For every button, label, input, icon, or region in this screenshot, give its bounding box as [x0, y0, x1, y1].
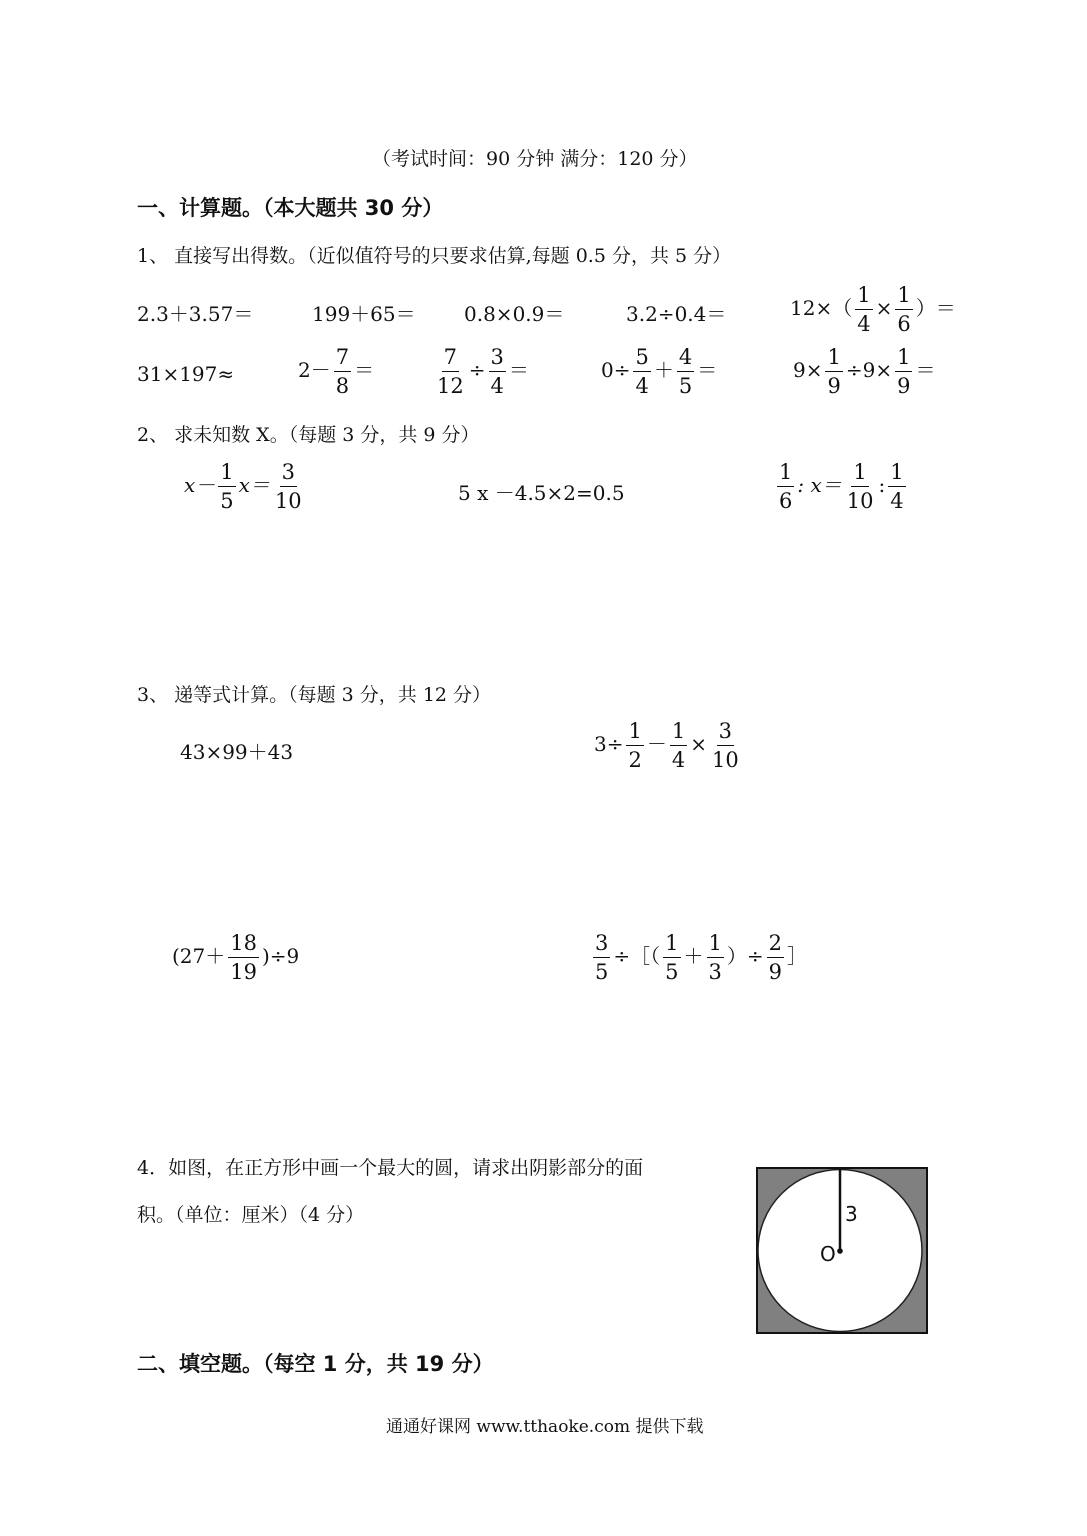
q1-expr-5: 12×（ $\frac{1}{4}$ × $\frac{1}{6}$ ）＝ [790, 283, 956, 337]
fraction: $\frac{4}{5}$ [678, 345, 693, 399]
center-label: O [820, 1242, 836, 1266]
q1-expr-7: 2－ $\frac{7}{8}$ ＝ [298, 345, 375, 399]
q1-expr-8: $\frac{7}{12}$ ÷ $\frac{3}{4}$ ＝ [437, 345, 529, 399]
q1-expr-3: 0.8×0.9＝ [464, 302, 565, 326]
q3-title: 3、 递等式计算。（每题 3 分，共 12 分） [137, 684, 492, 706]
radius-label: 3 [845, 1202, 858, 1226]
fraction: $\frac{1}{4}$ [857, 283, 871, 337]
fraction: $\frac{1}{3}$ [708, 931, 722, 985]
exam-info: （考试时间：90 分钟 满分：120 分） [372, 148, 698, 170]
q2-equation-1: x－ $\frac{1}{5}$ x＝ $\frac{3}{10}$ [184, 460, 302, 514]
fraction: $\frac{3}{4}$ [490, 345, 504, 399]
footer-text: 通通好课网 www.tthaoke.com 提供下载 [386, 1417, 704, 1437]
fraction: $\frac{7}{8}$ [335, 345, 350, 399]
q3-calc-3: (27＋ $\frac{18}{19}$ )÷9 [172, 931, 300, 985]
fraction: $\frac{5}{4}$ [635, 345, 649, 399]
q4-text-line1: 4．如图，在正方形中画一个最大的圆，请求出阴影部分的面 [137, 1157, 644, 1179]
q1-expr-6: 31×197≈ [137, 362, 235, 386]
fraction: $\frac{1}{9}$ [827, 345, 841, 399]
q1-expr-1: 2.3＋3.57＝ [137, 302, 254, 326]
fraction: $\frac{1}{5}$ [220, 460, 234, 514]
q1-title: 1、 直接写出得数。（近似值符号的只要求估算,每题 0.5 分，共 5 分） [137, 245, 732, 267]
q3-calc-2: 3÷ $\frac{1}{2}$ － $\frac{1}{4}$ × $\frac{3}{10}$ [594, 719, 739, 773]
square-circle-figure [756, 1167, 928, 1334]
fraction: $\frac{1}{6}$ [779, 460, 793, 514]
q4-text-line2: 积。（单位：厘米）（4 分） [137, 1204, 365, 1226]
section2-title: 二、填空题。（每空 1 分，共 19 分） [137, 1352, 494, 1376]
fraction: $\frac{1}{4}$ [890, 460, 904, 514]
q1-expr-4: 3.2÷0.4＝ [626, 302, 727, 326]
fraction: $\frac{1}{5}$ [665, 931, 679, 985]
q3-calc-4: $\frac{3}{5}$ ÷［（ $\frac{1}{5}$ ＋ $\frac{1}{3}$ ）÷ $\frac{2}{9}$ ］ [595, 931, 808, 985]
fraction: $\frac{3}{10}$ [274, 460, 302, 514]
center-point [837, 1248, 843, 1254]
fraction: $\frac{3}{5}$ [595, 931, 609, 985]
q1-expr-2: 199＋65＝ [312, 302, 416, 326]
fraction: $\frac{3}{10}$ [712, 719, 739, 773]
q1-expr-10: 9× $\frac{1}{9}$ ÷9× $\frac{1}{9}$ ＝ [793, 345, 936, 399]
q3-calc-1: 43×99＋43 [180, 740, 294, 764]
q1-expr-9: 0÷ $\frac{5}{4}$ ＋ $\frac{4}{5}$ ＝ [601, 345, 718, 399]
fraction: $\frac{1}{10}$ [846, 460, 874, 514]
fraction: $\frac{1}{6}$ [897, 283, 911, 337]
fraction: $\frac{1}{2}$ [628, 719, 642, 773]
fraction: $\frac{1}{9}$ [897, 345, 911, 399]
q2-equation-2: 5 x －4.5×2=0.5 [458, 481, 625, 505]
fraction: $\frac{18}{19}$ [230, 931, 257, 985]
fraction: $\frac{2}{9}$ [768, 931, 783, 985]
section1-title: 一、计算题。（本大题共 30 分） [137, 196, 444, 220]
fraction: $\frac{7}{12}$ [437, 345, 464, 399]
q2-title: 2、 求未知数 X。（每题 3 分，共 9 分） [137, 424, 480, 446]
q2-equation-3: $\frac{1}{6}$ : x＝ $\frac{1}{10}$ : $\frac{1}{4}$ [779, 460, 904, 514]
fraction: $\frac{1}{4}$ [671, 719, 686, 773]
